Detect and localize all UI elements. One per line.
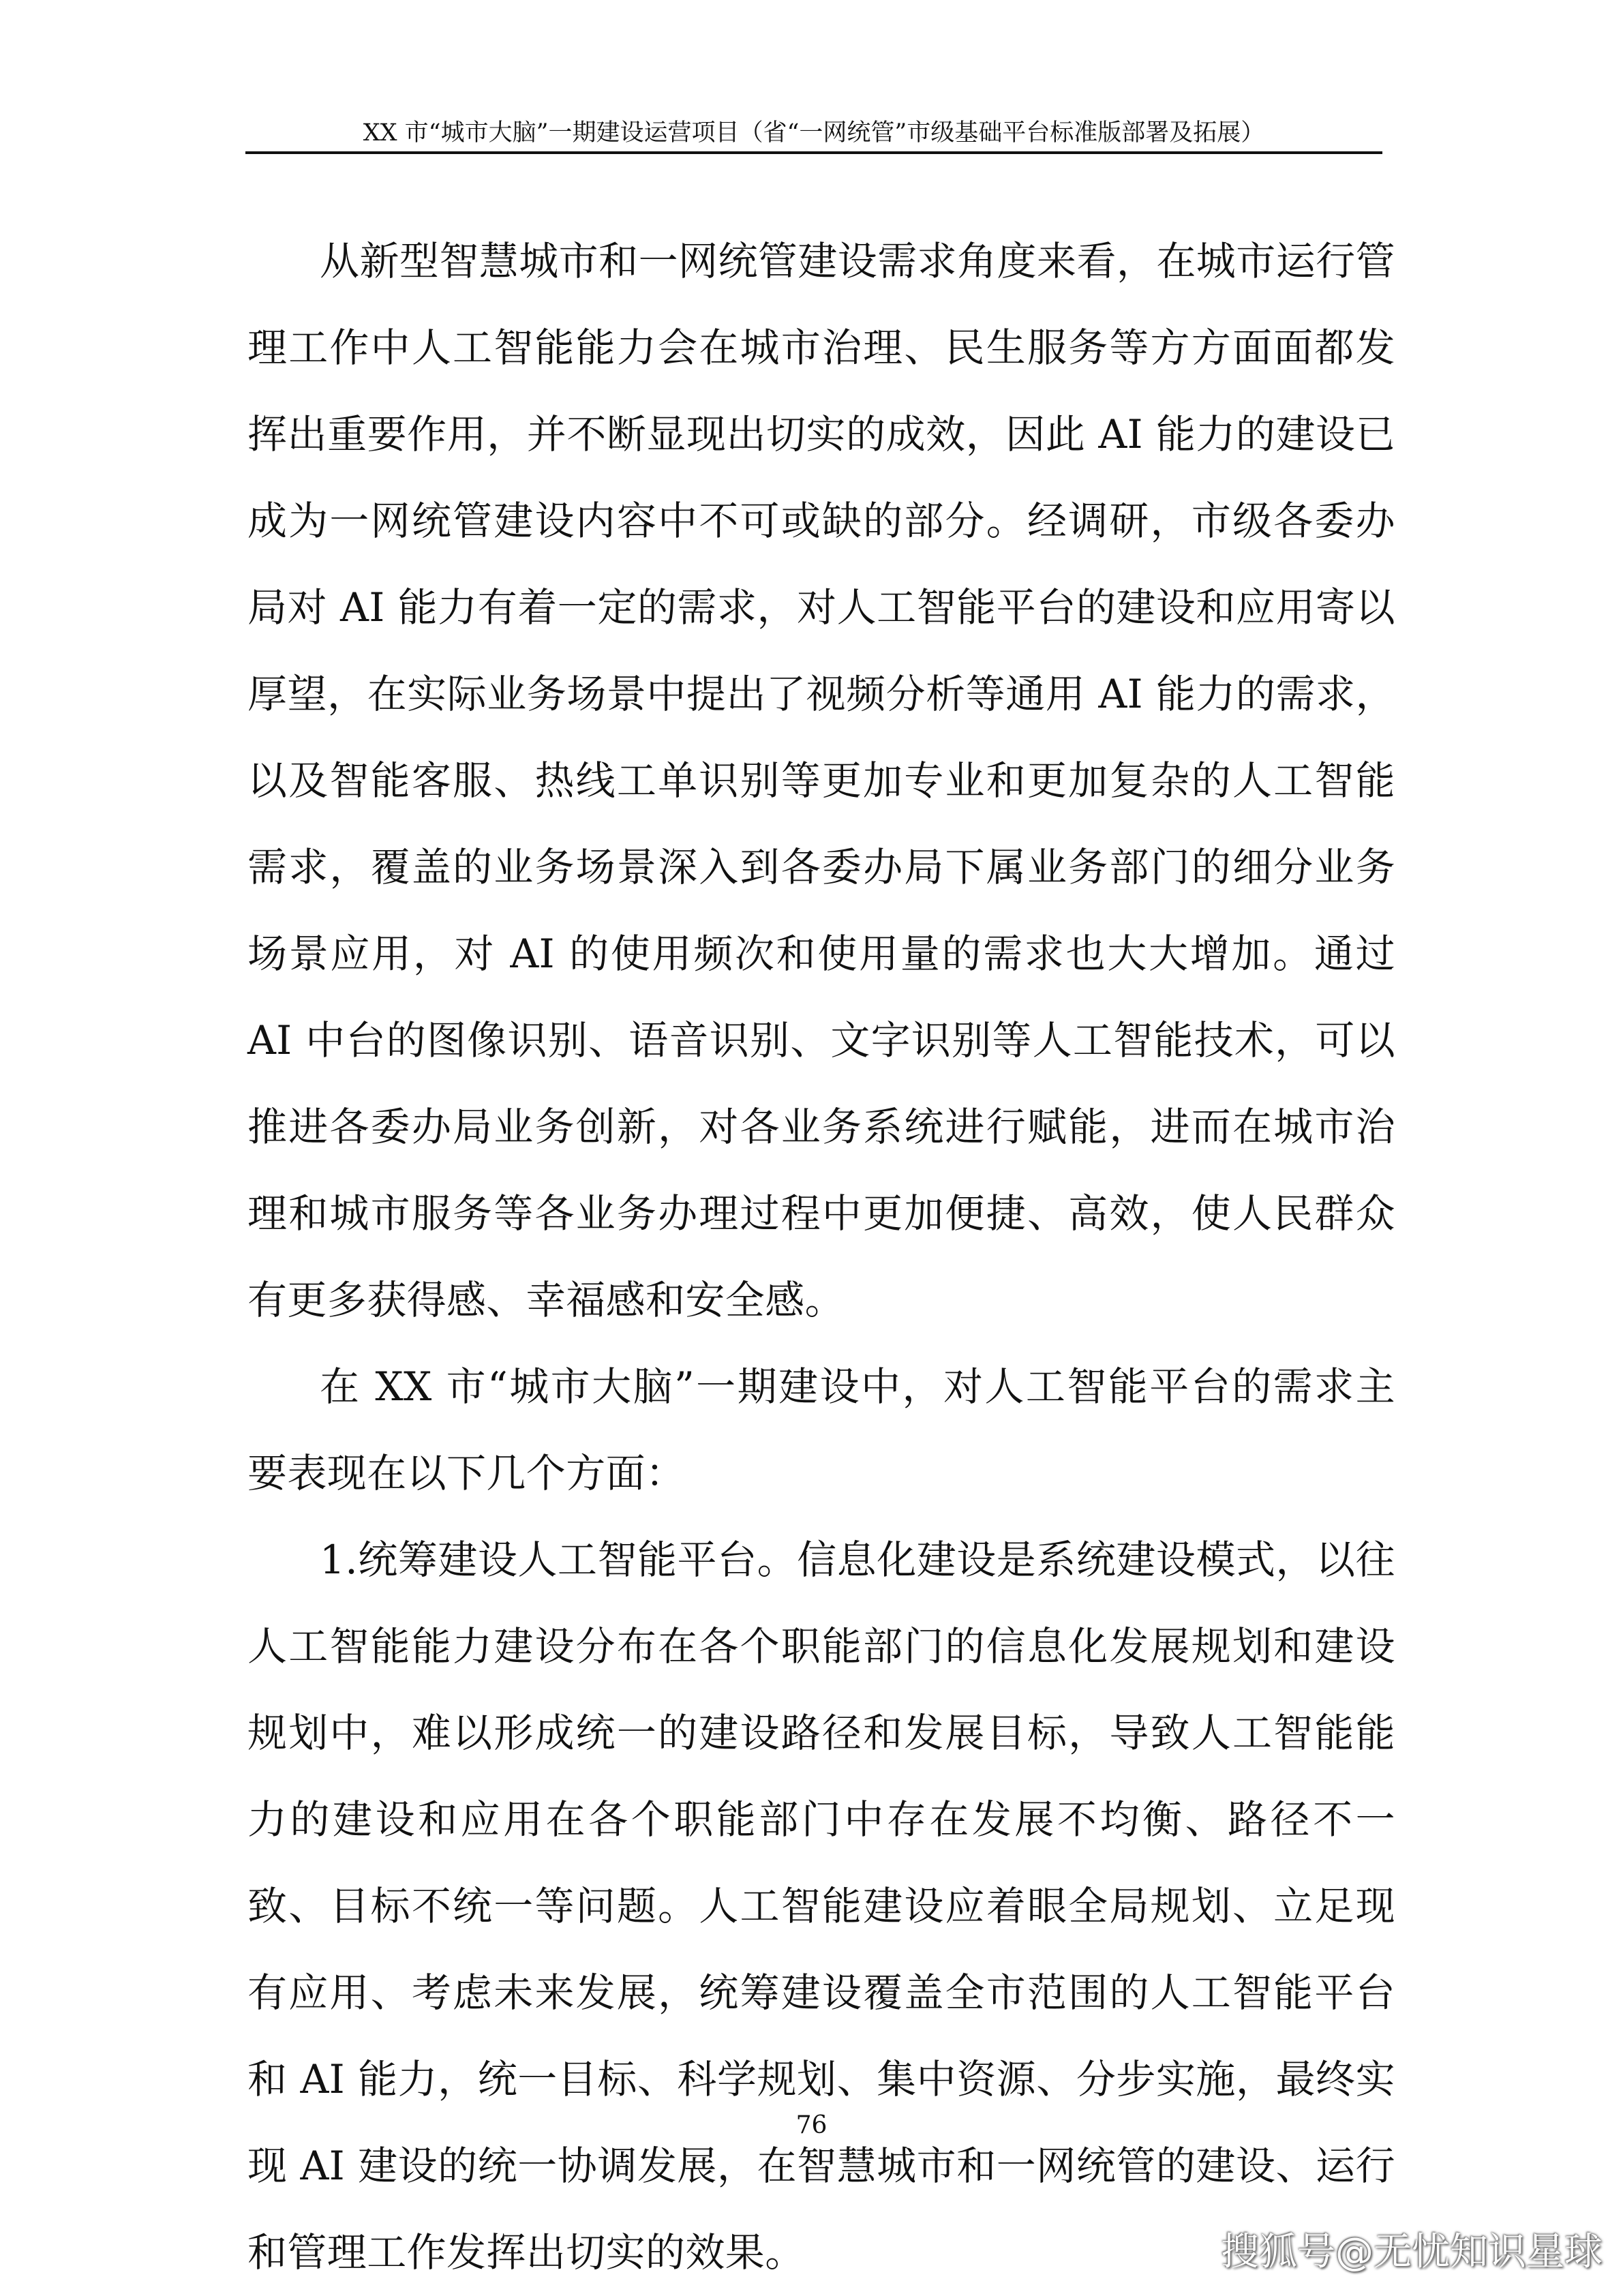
page-number: 76 — [795, 2111, 828, 2139]
source-watermark: 搜狐号@无忧知识星球 — [1221, 2230, 1603, 2274]
header-divider — [245, 151, 1382, 154]
paragraph-needs-intro: 在 XX 市“城市大脑”一期建设中，对人工智能平台的需求主要表现在以下几个方面： — [247, 1363, 1395, 1496]
paragraph-item-1: 1.统筹建设人工智能平台。信息化建设是系统建设模式，以往人工智能能力建设分布在各个职能部门的信息化发展规划和建设规划中，难以形成统一的建设路径和发展目标，导致人工智能能力的建设和应用在各个职能部门中存在发展不均衡、路径不一致、目标不统一等问题。人工智能建设应着眼全局规划、立足现有应用、考虑未来发展，统筹建设覆盖全市范围的人工智能平台和 AI 能力，统一目标、科学规划、集中资源、分步实施，最终实现 AI 建设的统一协调发展，在智慧城市和一网统管的建设、运行和管理工作发挥出切实的效果。 — [247, 1537, 1395, 2276]
paragraph-ai-demand: 从新型智慧城市和一网统管建设需求角度来看，在城市运行管理工作中人工智能能力会在城市治理、民生服务等方方面面都发挥出重要作用，并不断显现出切实的成效，因此 AI 能力的建设已成为一网统管建设内容中不可或缺的部分。经调研，市级各委办局对 AI 能力有着一定的需求，对人工智能平台的建设和应用寄以厚望，在实际业务场景中提出了视频分析等通用 AI 能力的需求，以及智能客服、热线工单识别等更加专业和更加复杂的人工智能需求，覆盖的业务场景深入到各委办局下属业务部门的细分业务场景应用，对 AI 的使用频次和使用量的需求也大大增加。通过 AI 中台的图像识别、语音识别、文字识别等人工智能技术，可以推进各委办局业务创新，对各业务系统进行赋能，进而在城市治理和城市服务等各业务办理过程中更加便捷、高效，使人民群众有更多获得感、幸福感和安全感。 — [247, 238, 1395, 1323]
document-body — [247, 218, 1395, 2296]
running-header: XX 市“城市大脑”一期建设运营项目（省“一网统管”市级基础平台标准版部署及拓展） — [363, 119, 1265, 147]
